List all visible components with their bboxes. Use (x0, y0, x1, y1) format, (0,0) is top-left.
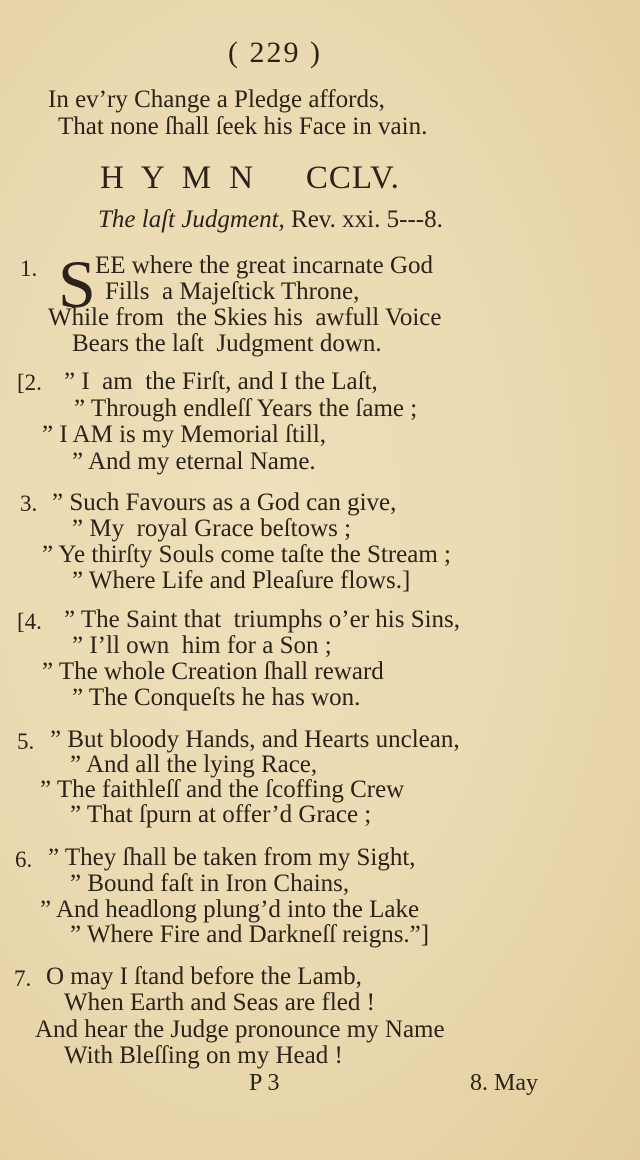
verse-line: ” That ſpurn at offer’d Grace ; (70, 801, 372, 828)
page-number: ( 229 ) (228, 36, 322, 69)
verse-line: ” They ſhall be taken from my Sight, (48, 844, 416, 871)
verse-line: ” The faithleſſ and the ſcoffing Crew (40, 776, 405, 803)
carryover-line: That none ſhall ſeek his Face in vain. (58, 113, 428, 140)
verse-line: When Earth and Seas are fled ! (64, 989, 375, 1016)
stanza-number: 6. (15, 847, 33, 872)
verse-line: ” The Conqueſts he has won. (72, 684, 361, 711)
verse-line: ” I AM is my Memorial ſtill, (42, 421, 327, 448)
verse-line: ” My royal Grace beſtows ; (72, 515, 352, 542)
verse-line: ” The Saint that triumphs o’er his Sins, (64, 606, 461, 633)
verse-line: ” Where Life and Pleaſure flows.] (72, 567, 411, 594)
hymn-subtitle (98, 206, 443, 234)
verse-line: ” Where Fire and Darkneſſ reigns.”] (70, 921, 430, 948)
verse-line: Fills a Majeſtick Throne, (105, 278, 360, 305)
stanza-number: 3. (20, 491, 38, 516)
subtitle-italic: The laſt Judgment, (98, 206, 285, 233)
verse-line: ” I am the Firſt, and I the Laſt, (64, 368, 378, 395)
carryover-line: In ev’ry Change a Pledge affords, (48, 86, 385, 113)
verse-line: ” I’ll own him for a Son ; (72, 632, 332, 659)
drop-cap: S (58, 246, 96, 322)
stanza-number: [2. (17, 370, 42, 395)
stanza-number: 7. (14, 966, 32, 991)
hymn-title: H Y M N CCLV. (100, 160, 400, 196)
verse-line: While from the Skies his awfull Voice (48, 304, 442, 331)
verse-line: ” But bloody Hands, and Hearts unclean, (50, 726, 460, 753)
verse-line: ” And headlong plung’d into the Lake (40, 896, 420, 923)
stanza-number: [4. (17, 609, 42, 634)
verse-line: EE where the great incarnate God (95, 252, 434, 279)
verse-line: ” The whole Creation ſhall reward (42, 658, 384, 685)
scripture-reference: Rev. xxi. 5---8. (284, 206, 443, 233)
stanza-number: 1. (20, 256, 38, 281)
verse-line: ” Ye thirſty Souls come taſte the Stream ; (42, 541, 451, 568)
verse-line: ” And my eternal Name. (72, 448, 316, 475)
verse-line: O may I ſtand before the Lamb, (46, 963, 362, 990)
signature-mark: P 3 (249, 1070, 280, 1096)
stanza-number: 5. (17, 729, 35, 754)
verse-line: ” Bound faſt in Iron Chains, (70, 870, 350, 897)
verse-line: With Bleſſing on my Head ! (64, 1042, 343, 1069)
verse-line: Bears the laſt Judgment down. (72, 330, 382, 357)
verse-line: ” Through endleſſ Years the ſame ; (74, 395, 418, 422)
catchword: 8. May (470, 1070, 538, 1096)
verse-line: And hear the Judge pronounce my Name (35, 1016, 445, 1043)
verse-line: ” And all the lying Race, (70, 751, 318, 778)
verse-line: ” Such Favours as a God can give, (52, 489, 397, 516)
